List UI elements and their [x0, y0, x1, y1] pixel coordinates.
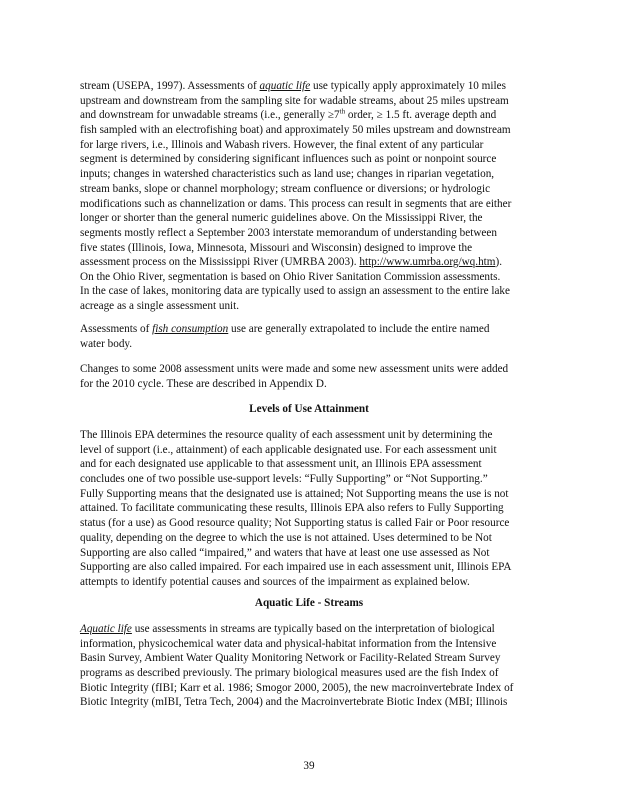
aquatic-life-term: aquatic life — [259, 80, 311, 92]
text-line: Fully Supporting means that the designated use is attained; Not Supporting means the use is not — [80, 487, 509, 500]
text-run: assessment process on the Mississippi River (UMRBA 2003). — [80, 256, 360, 269]
text-line: quality, depending on the degree to which the use is not attained. Uses determined to be Not — [80, 531, 492, 544]
text-line: fish sampled with an electrofishing boat) and approximately 50 miles upstream and downstream — [80, 124, 511, 137]
text-line — [80, 322, 538, 337]
umrba-link[interactable]: http://www.umrba.org/wq.htm — [359, 256, 496, 269]
paragraph-assessment-changes — [80, 362, 538, 391]
text-line: programs as described previously. The primary biological measures used are the fish Index of — [80, 667, 499, 680]
text-line: segments mostly reflect a September 2003 interstate memorandum of understanding between — [80, 226, 497, 239]
text-run: ). — [495, 256, 503, 269]
text-line: inputs; changes in watershed characteristics such as land use; changes in riparian vegetation, — [80, 168, 495, 181]
paragraph-use-attainment — [80, 428, 538, 590]
fish-consumption-term: fish consumption — [152, 323, 229, 335]
text-line: upstream and downstream from the sampling site for wadable streams, about 25 miles upstream — [80, 94, 509, 107]
section-heading-aquatic-life: Aquatic Life - Streams — [254, 597, 364, 609]
section-heading-levels: Levels of Use Attainment — [249, 403, 369, 415]
text-line: attained. To facilitate communicating these results, Illinois EPA also refers to Fully Supporting — [80, 502, 504, 515]
superscript: th — [339, 107, 346, 116]
text-line: for large rivers, i.e., Illinois and Wabash rivers. However, the final extent of any particular — [80, 138, 484, 151]
text-run: use assessments in streams are typically based on the interpretation of biological — [131, 623, 495, 635]
text-line: acreage as a single assessment unit. — [80, 299, 240, 312]
text-line: Changes to some 2008 assessment units were made and some new assessment units were added — [80, 363, 509, 375]
text-run: stream (USEPA, 1997). Assessments of — [80, 80, 260, 92]
text-line: status (for a use) as Good resource quality; Not Supporting status is called Fair or Poor resource — [80, 517, 510, 530]
text-line: attempts to identify potential causes and sources of the impairment as explained below. — [80, 575, 470, 588]
paragraph-fish-consumption — [80, 322, 538, 351]
page-number: 39 — [303, 760, 315, 772]
text-line: In the case of lakes, monitoring data are typically used to assign an assessment to the entire lake — [80, 285, 510, 297]
text-line: stream banks, slope or channel morphology; stream confluence or diversions; or hydrologic — [80, 182, 491, 195]
text-line: segment is determined by considering significant influences such as point or nonpoint source — [80, 153, 497, 166]
text-line: water body. — [80, 337, 133, 350]
aquatic-life-term: Aquatic life — [80, 623, 132, 635]
text-run: order, ≥ 1.5 ft. average depth and — [345, 109, 497, 122]
text-line: longer or shorter than the general numeric guidelines above. On the Mississippi River, the — [80, 212, 483, 225]
text-line — [80, 622, 538, 637]
text-line: information, physicochemical water data and physical-habitat information from the Intensive — [80, 637, 497, 650]
text-run: use typically apply approximately 10 miles — [310, 80, 506, 92]
text-run: Assessments of — [80, 323, 153, 335]
text-line: Biotic Integrity (mIBI, Tetra Tech, 2004) and the Macroinvertebrate Biotic Index (MBI; Illinois — [80, 696, 508, 709]
text-line: five states (Illinois, Iowa, Minnesota, Missouri and Wisconsin) designed to improve the — [80, 241, 473, 254]
text-line: concludes one of two possible use-support levels: “Fully Supporting” or “Not Supporting.” — [80, 473, 488, 486]
paragraph-aquatic-life-streams — [80, 622, 538, 710]
text-line: for the 2010 cycle. These are described in Appendix D. — [80, 377, 327, 390]
text-line: On the Ohio River, segmentation is based on Ohio River Sanitation Commission assessments. — [80, 270, 501, 283]
text-line: and for each designated use applicable to that assessment unit, an Illinois EPA assessment — [80, 458, 482, 471]
paragraph-assessment-extent — [80, 79, 538, 285]
text-line — [80, 108, 538, 123]
text-line: Basin Survey, Ambient Water Quality Monitoring Network or Facility-Related Stream Survey — [80, 652, 501, 665]
text-line — [80, 255, 538, 270]
text-line: modifications such as channelization or dams. This process can result in segments that are either — [80, 197, 512, 210]
text-line — [80, 79, 538, 94]
paragraph-lakes — [80, 284, 538, 313]
text-run: and downstream for unwadable streams (i.e., generally ≥7 — [80, 109, 340, 122]
text-line: Supporting are also called impaired. For each impaired use in each assessment unit, Illinois EPA — [80, 561, 512, 574]
text-line: Supporting are also called “impaired,” and waters that have at least one use assessed as Not — [80, 546, 490, 559]
text-line: The Illinois EPA determines the resource quality of each assessment unit by determining the — [80, 429, 493, 441]
text-run: use are generally extrapolated to include the entire named — [228, 323, 490, 335]
text-line: Biotic Integrity (fIBI; Karr et al. 1986; Smogor 2000, 2005), the new macroinvertebrate Index of — [80, 681, 514, 694]
text-line: level of support (i.e., attainment) of each applicable designated use. For each assessment unit — [80, 443, 497, 456]
